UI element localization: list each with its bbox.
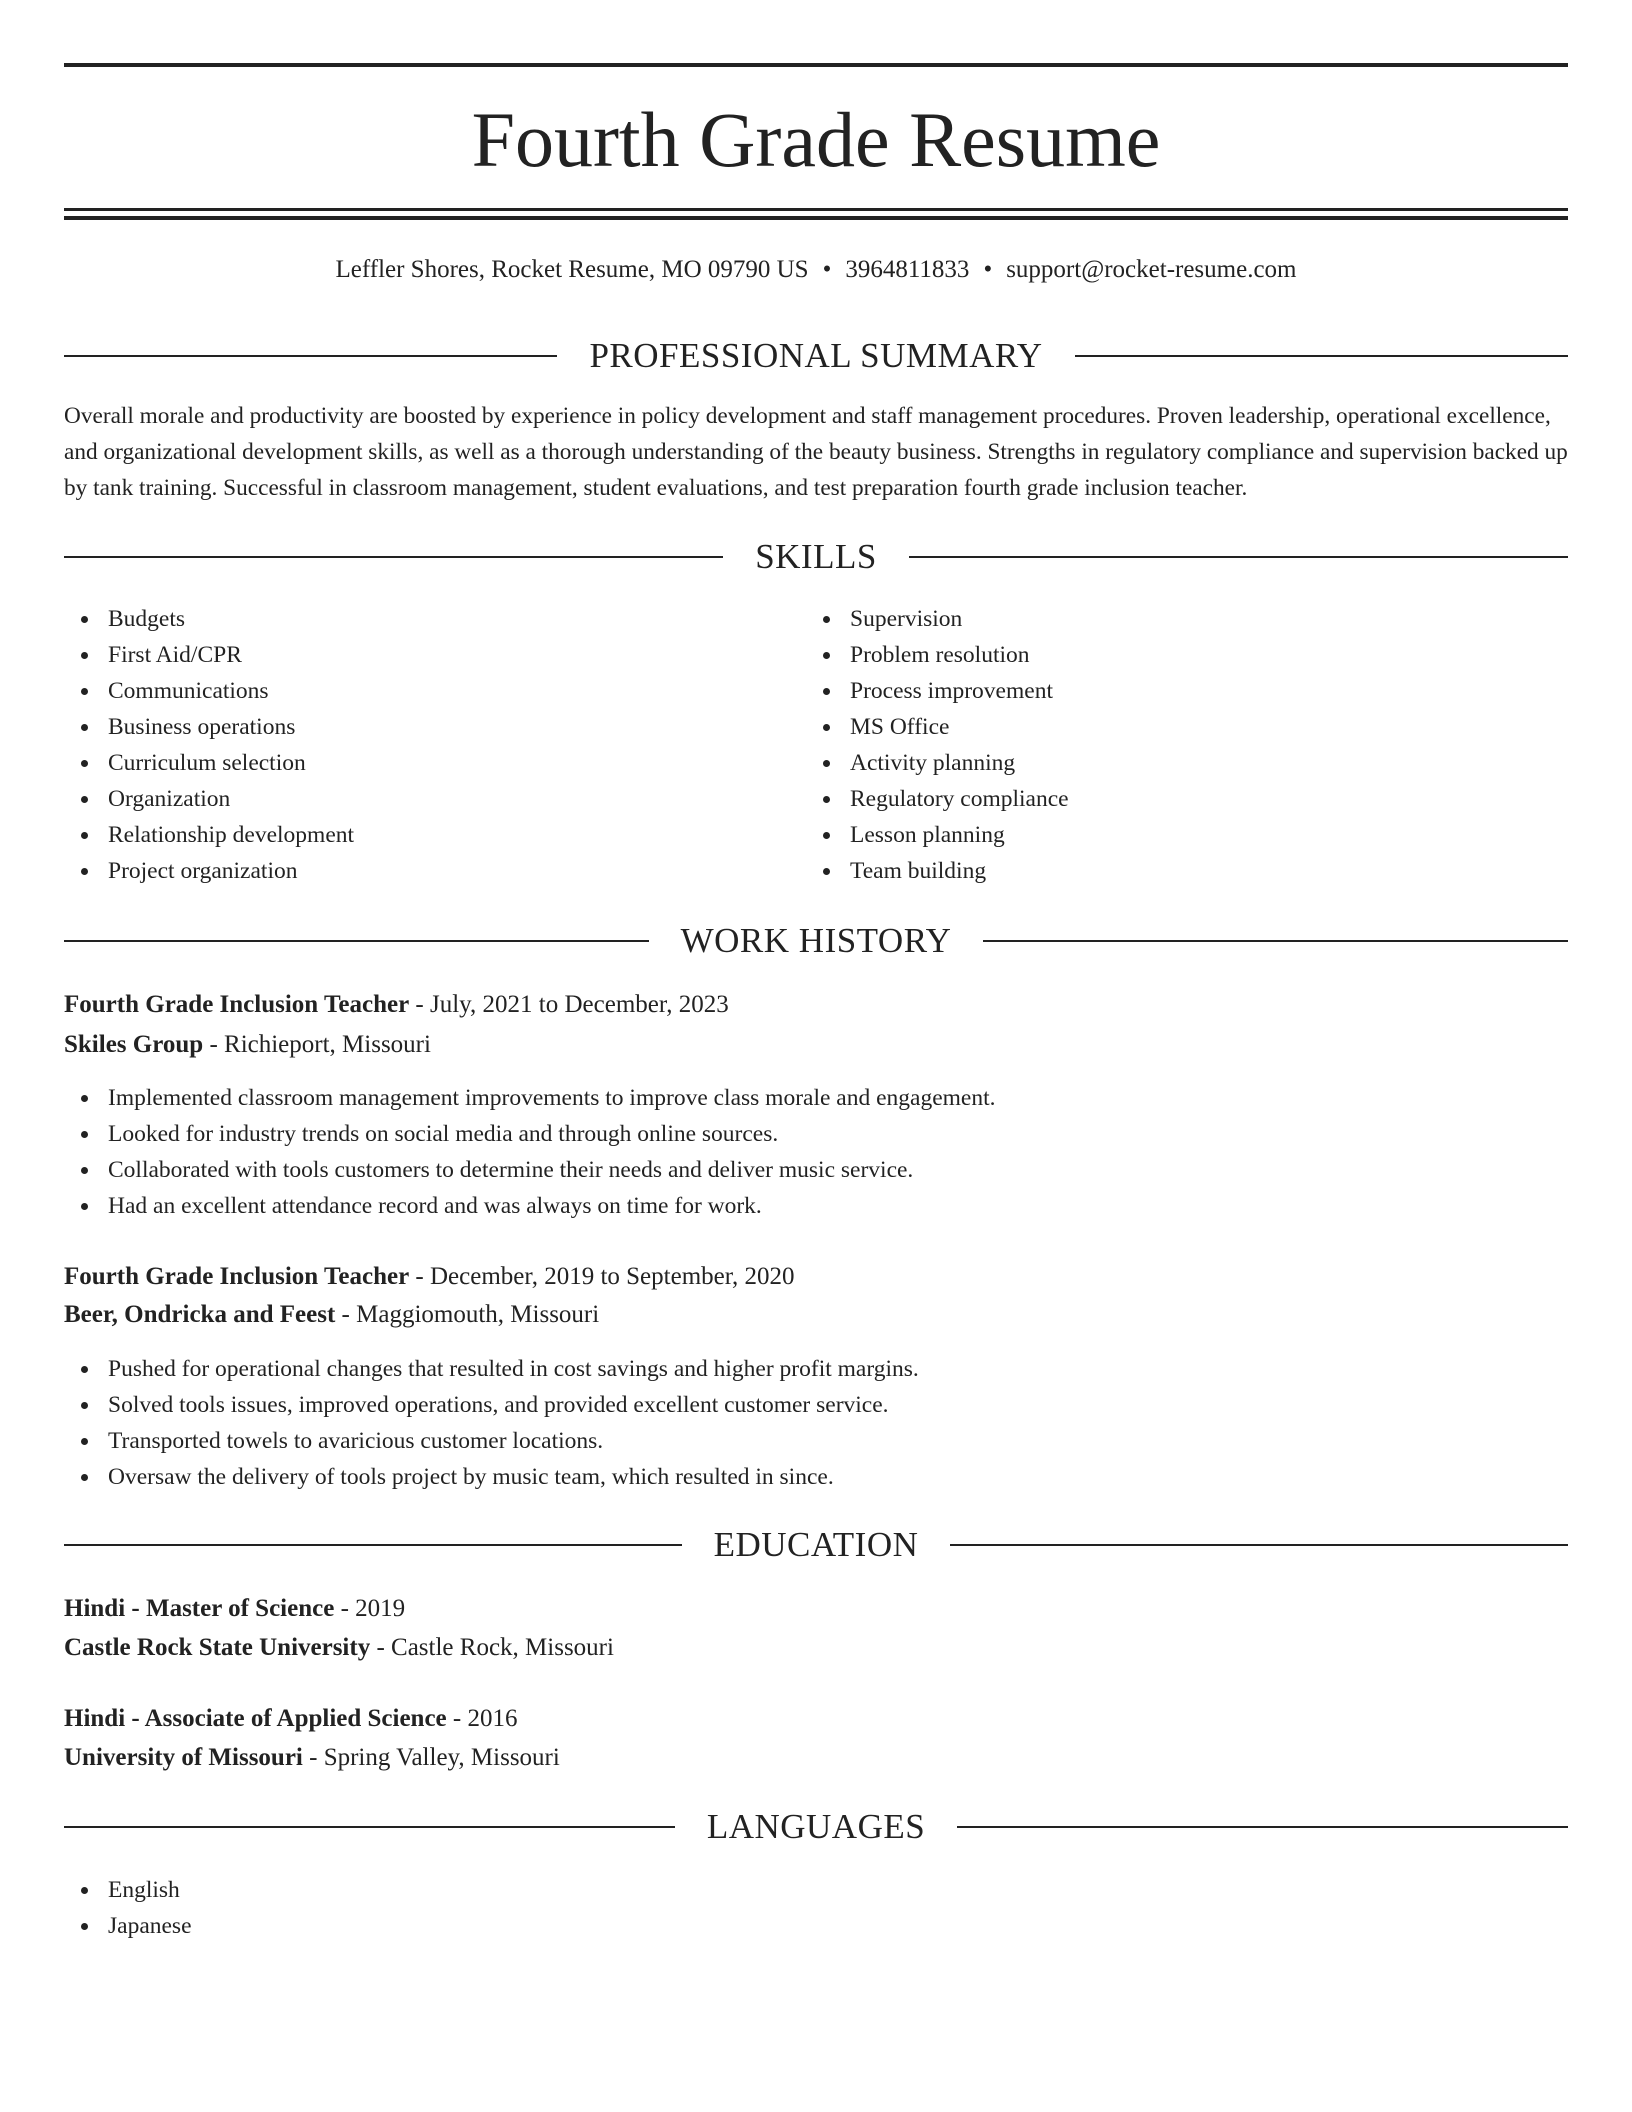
skill-item: Relationship development	[64, 817, 764, 853]
job-dates: - July, 2021 to December, 2023	[409, 991, 729, 1018]
title-rule-lower	[64, 216, 1568, 220]
skill-item: Regulatory compliance	[806, 781, 1506, 817]
education-school-line	[64, 1630, 1568, 1666]
job-location: - Maggiomouth, Missouri	[335, 1301, 600, 1328]
job-location: - Richieport, Missouri	[203, 1031, 431, 1058]
skill-item: Team building	[806, 853, 1506, 889]
divider	[64, 1826, 675, 1828]
heading-text: LANGUAGES	[706, 1807, 926, 1846]
heading-text: WORK HISTORY	[680, 921, 952, 960]
education-degree-line	[64, 1701, 1568, 1737]
skill-item: Process improvement	[806, 673, 1506, 709]
divider	[950, 1544, 1568, 1546]
job-company: Skiles Group	[64, 1031, 204, 1058]
education-location: - Castle Rock, Missouri	[370, 1634, 614, 1661]
job-duty: Collaborated with tools customers to determine their needs and deliver music service.	[64, 1152, 1568, 1188]
skill-item: Communications	[64, 673, 764, 709]
divider	[64, 1544, 682, 1546]
section-heading-languages	[64, 1805, 1568, 1849]
heading-text: SKILLS	[755, 537, 877, 576]
job-duty: Solved tools issues, improved operations, and provided excellent customer service.	[64, 1387, 1568, 1423]
title-rule-upper	[64, 208, 1568, 211]
divider	[909, 556, 1568, 558]
skill-item: Curriculum selection	[64, 745, 764, 781]
professional-summary: Overall morale and productivity are boosted by experience in policy development and staff management procedures. Proven leadership, operational excellence, and organizational development skills, as well as a thorough understanding of the beauty business. Strengths in regulatory compliance and supervision backed up by tank training. Successful in classroom management, student evaluations, and test preparation fourth grade inclusion teacher.	[64, 403, 1568, 501]
skill-item: Budgets	[64, 601, 764, 637]
job-duty: Oversaw the delivery of tools project by music team, which resulted in since.	[64, 1459, 1568, 1495]
divider	[64, 940, 649, 942]
languages-list	[64, 1872, 764, 1944]
section-heading-work	[64, 919, 1568, 963]
job-company-line	[64, 1027, 1568, 1063]
education-degree-line	[64, 1591, 1568, 1627]
divider	[1075, 355, 1568, 357]
contact-line	[64, 252, 1568, 288]
skills-list-left	[64, 601, 764, 889]
education-degree: Hindi - Master of Science	[64, 1595, 335, 1622]
skills-list-right	[806, 601, 1506, 889]
resume-title: Fourth Grade Resume	[471, 96, 1161, 183]
education-school: Castle Rock State University	[64, 1634, 371, 1661]
heading-text: PROFESSIONAL SUMMARY	[589, 336, 1043, 375]
job-title-line	[64, 987, 1568, 1023]
divider	[957, 1826, 1568, 1828]
job-duty: Had an excellent attendance record and was always on time for work.	[64, 1188, 1568, 1224]
skill-item: Lesson planning	[806, 817, 1506, 853]
job-company-line	[64, 1297, 1568, 1333]
job-title: Fourth Grade Inclusion Teacher	[64, 991, 410, 1018]
top-rule	[64, 63, 1568, 67]
job-duty: Looked for industry trends on social media and through online sources.	[64, 1116, 1568, 1152]
job-duty: Implemented classroom management improvements to improve class morale and engagement.	[64, 1080, 1568, 1116]
contact-address: Leffler Shores, Rocket Resume, MO 09790 US	[335, 256, 809, 283]
education-year: - 2016	[446, 1705, 518, 1732]
section-heading-summary	[64, 334, 1568, 378]
skill-item: Problem resolution	[806, 637, 1506, 673]
skill-item: MS Office	[806, 709, 1506, 745]
section-heading-skills	[64, 535, 1568, 579]
job-company: Beer, Ondricka and Feest	[64, 1301, 336, 1328]
contact-separator: •	[983, 256, 993, 283]
skill-item: Supervision	[806, 601, 1506, 637]
job-title: Fourth Grade Inclusion Teacher	[64, 1263, 410, 1290]
skill-item: First Aid/CPR	[64, 637, 764, 673]
job-duties-list	[64, 1351, 1568, 1495]
heading-text: EDUCATION	[713, 1525, 919, 1564]
contact-phone: 3964811833	[845, 256, 970, 283]
divider	[983, 940, 1568, 942]
job-duty: Pushed for operational changes that resulted in cost savings and higher profit margins.	[64, 1351, 1568, 1387]
skill-item: Activity planning	[806, 745, 1506, 781]
education-school-line	[64, 1740, 1568, 1776]
education-degree: Hindi - Associate of Applied Science	[64, 1705, 447, 1732]
section-heading-education	[64, 1523, 1568, 1567]
divider	[64, 355, 557, 357]
language-item: Japanese	[64, 1908, 764, 1944]
education-year: - 2019	[334, 1595, 406, 1622]
divider	[64, 556, 723, 558]
contact-email: support@rocket-resume.com	[1006, 256, 1297, 283]
language-item: English	[64, 1872, 764, 1908]
job-duties-list	[64, 1080, 1568, 1224]
job-duty: Transported towels to avaricious customer locations.	[64, 1423, 1568, 1459]
skill-item: Project organization	[64, 853, 764, 889]
skill-item: Business operations	[64, 709, 764, 745]
contact-separator: •	[822, 256, 832, 283]
job-dates: - December, 2019 to September, 2020	[409, 1263, 795, 1290]
skill-item: Organization	[64, 781, 764, 817]
education-school: University of Missouri	[64, 1744, 303, 1771]
job-title-line	[64, 1259, 1568, 1295]
education-location: - Spring Valley, Missouri	[302, 1744, 560, 1771]
